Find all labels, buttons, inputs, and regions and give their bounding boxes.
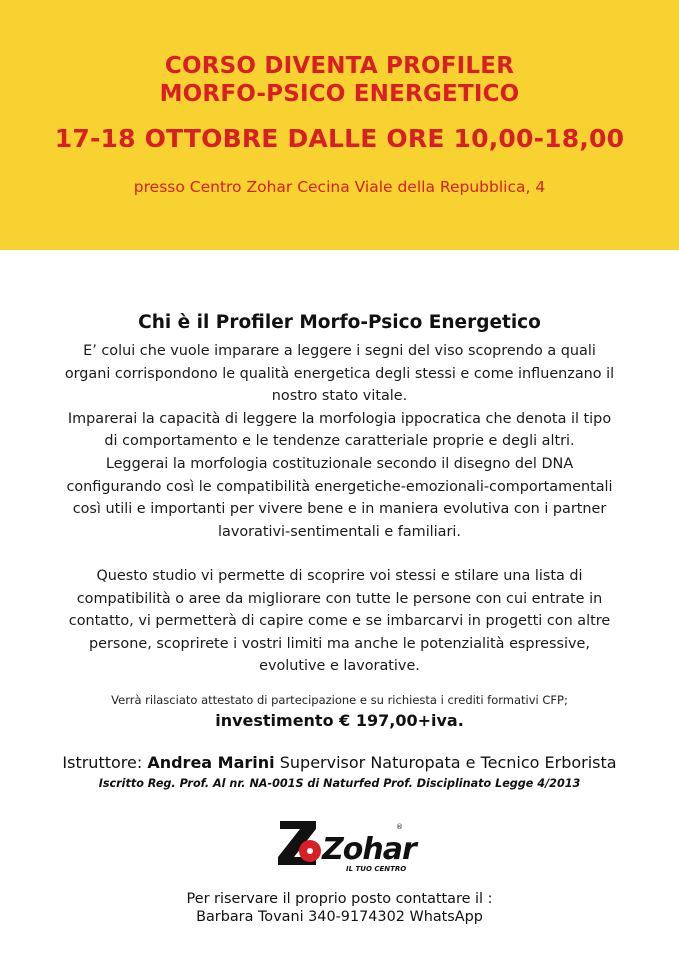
logo-registered-mark: ® (396, 823, 403, 831)
instructor-line (30, 753, 649, 772)
paragraph-line: E’ colui che vuole imparare a leggere i segni del viso scoprendo a quali (83, 343, 596, 359)
logo-tagline: IL TUO CENTRO (346, 865, 407, 873)
paragraph-line: compatibilità o aree da migliorare con tutte le persone con cui entrate in (76, 590, 603, 607)
paragraph-line: lavorativi-sentimentali e familiari. (218, 523, 461, 540)
paragraph-line: evolutive e lavorative. (259, 658, 420, 675)
paragraph-line: Imparerai la capacità di leggere la morfologia ippocratica che denota il tipo (67, 410, 612, 427)
paragraph-line: Leggerai la morfologia costituzionale secondo il disegno del DNA (105, 455, 574, 472)
course-title-line1: CORSO DIVENTA PROFILER (164, 53, 515, 79)
section-title: Chi è il Profiler Morfo-Psico Energetico (138, 312, 541, 333)
instructor-label: Istruttore: (62, 753, 143, 772)
logo-brand-text: Zohar (322, 832, 416, 867)
paragraph-line: persone, scoprirete i vostri limiti ma anche le potenzialità espressive, (89, 635, 590, 652)
description-paragraph-1 (30, 340, 649, 543)
instructor-role: Supervisor Naturopata e Tecnico Erborista (279, 753, 617, 772)
contact-info (30, 890, 649, 926)
paragraph-line: organi corrispondono le qualità energetica degli stessi e come influenzano il (64, 365, 615, 382)
paragraph-line: nostro stato vitale. (271, 388, 408, 405)
price: investimento € 197,00+iva. (215, 711, 464, 730)
zohar-logo (276, 815, 416, 875)
paragraph-line: di comportamento e le tendenze caratteriale proprie e degli altri. (104, 433, 575, 450)
course-title-line2: MORFO-PSICO ENERGETICO (159, 81, 520, 107)
header-banner (0, 0, 679, 250)
paragraph-line: configurando così le compatibilità energetiche-emozionali-comportamentali (66, 478, 613, 495)
zohar-logo-icon (276, 815, 416, 875)
course-venue: presso Centro Zohar Cecina Viale della Repubblica, 4 (133, 178, 546, 196)
course-dates: 17-18 OTTOBRE DALLE ORE 10,00-18,00 (54, 124, 625, 153)
contact-line-1: Per riservare il proprio posto contattare il : (186, 891, 493, 907)
paragraph-line: così utili e importanti per vivere bene e in maniera evolutiva con i partner (72, 501, 607, 518)
instructor-registration: Iscritto Reg. Prof. Al nr. NA-001S di Naturfed Prof. Disciplinato Legge 4/2013 (98, 777, 581, 790)
paragraph-line: Questo studio vi permette di scoprire voi stessi e stilare una lista di (96, 568, 583, 584)
certificate-note: Verrà rilasciato attestato di partecipazione e su richiesta i crediti formativi CFP; (111, 693, 568, 707)
contact-line-2: Barbara Tovani 340-9174302 WhatsApp (196, 909, 483, 925)
paragraph-line: contatto, vi permetterà di capire come e se imbarcarvi in progetti con altre (68, 613, 611, 630)
instructor-name: Andrea Marini (147, 753, 275, 772)
description-paragraph-2 (30, 565, 649, 678)
